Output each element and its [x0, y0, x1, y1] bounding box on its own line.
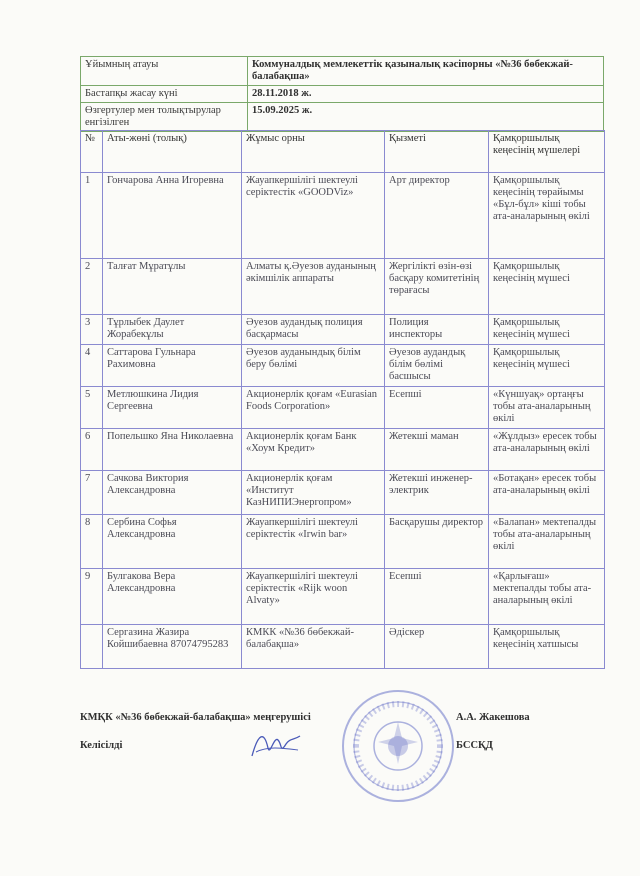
member-position: Арт директор: [385, 173, 489, 259]
member-name: Талғат Мұратұлы: [103, 259, 242, 315]
member-role: Қамқоршылық кеңесінің хатшысы: [489, 625, 605, 669]
table-row: [81, 429, 605, 471]
member-name: Саттарова Гульнара Рахимовна: [103, 345, 242, 387]
column-header-position: Қызметі: [385, 131, 489, 173]
member-name: Попельшко Яна Николаевна: [103, 429, 242, 471]
row-number: 2: [81, 259, 103, 315]
member-role: «Балапан» мектепалды тобы ата-аналарының өкілі: [489, 515, 605, 569]
member-position: Есепші: [385, 387, 489, 429]
table-row: [81, 345, 605, 387]
table-header-row: [81, 131, 605, 173]
row-number: 5: [81, 387, 103, 429]
info-value: 28.11.2018 ж.: [248, 86, 604, 103]
member-name: Булгакова Вера Александровна: [103, 569, 242, 625]
member-position: Жетекші маман: [385, 429, 489, 471]
table-row: [81, 387, 605, 429]
member-workplace: Жауапкершілігі шектеулі серіктестік «GOODViz»: [242, 173, 385, 259]
member-name: Метлюшкина Лидия Сергеевна: [103, 387, 242, 429]
member-position: Полиция инспекторы: [385, 315, 489, 345]
member-workplace: Әуезов аудандық полиция басқармасы: [242, 315, 385, 345]
member-position: Жетекші инженер-электрик: [385, 471, 489, 515]
info-key: Ұйымның атауы: [81, 57, 248, 86]
row-number: 8: [81, 515, 103, 569]
row-number: 9: [81, 569, 103, 625]
table-row: [81, 173, 605, 259]
member-workplace: КМКК «№36 бөбекжай-балабақша»: [242, 625, 385, 669]
info-key: Өзгертулер мен толықтырулар енгізілген: [81, 103, 248, 132]
director-label: КМҚК «№36 бөбекжай-балабақша» меңгерушісі: [80, 712, 311, 723]
info-value: Коммуналдық мемлекеттік қазыналық кәсіпорны «№36 бөбекжай-балабақша»: [248, 57, 604, 86]
table-row: [81, 315, 605, 345]
info-row-modified-date: [81, 103, 604, 132]
member-workplace: Жауапкершілігі шектеулі серіктестік «Irwin bar»: [242, 515, 385, 569]
member-workplace: Акционерлік қоғам Банк «Хоум Кредит»: [242, 429, 385, 471]
row-number: 6: [81, 429, 103, 471]
signature-icon: [248, 726, 304, 762]
board-members-table: [80, 130, 605, 669]
member-position: Басқарушы директор: [385, 515, 489, 569]
member-role: «Қарлығаш» мектепалды тобы ата-аналарының өкілі: [489, 569, 605, 625]
member-name: Сачкова Виктория Александровна: [103, 471, 242, 515]
table-row: [81, 259, 605, 315]
row-number: 3: [81, 315, 103, 345]
member-role: Қамқоршылық кеңесінің мүшесі: [489, 345, 605, 387]
row-number: 7: [81, 471, 103, 515]
agreed-label: Келісілді: [80, 740, 123, 751]
info-row-created-date: [81, 86, 604, 103]
table-row: [81, 569, 605, 625]
member-workplace: Акционерлік қоғам «Институт КазНИПИЭнергопром»: [242, 471, 385, 515]
member-role: Қамқоршылық кеңесінің төрайымы «Бұл-бұл» кіші тобы ата-аналарының өкілі: [489, 173, 605, 259]
row-number: [81, 625, 103, 669]
table-row: [81, 515, 605, 569]
member-workplace: Алматы қ.Әуезов ауданының әкімшілік аппараты: [242, 259, 385, 315]
member-workplace: Жауапкершілігі шектеулі серіктестік «Rijk woon Alvaty»: [242, 569, 385, 625]
member-workplace: Акционерлік қоғам «Eurasian Foods Corporation»: [242, 387, 385, 429]
member-name: Сергазина Жазира Койшибаевна 87074795283: [103, 625, 242, 669]
member-role: «Ботақан» ересек тобы ата-аналарының өкілі: [489, 471, 605, 515]
table-row: [81, 471, 605, 515]
agreed-org: БССҚД: [456, 740, 493, 751]
member-role: «Жұлдыз» ересек тобы ата-аналарының өкілі: [489, 429, 605, 471]
member-role: Қамқоршылық кеңесінің мүшесі: [489, 259, 605, 315]
director-name: А.А. Жакешова: [456, 712, 530, 723]
row-number: 1: [81, 173, 103, 259]
row-number: 4: [81, 345, 103, 387]
member-position: Әдіскер: [385, 625, 489, 669]
member-role: «Күншуақ» ортаңғы тобы ата-аналарының өкілі: [489, 387, 605, 429]
column-header-name: Аты-жөні (толық): [103, 131, 242, 173]
info-row-org-name: [81, 57, 604, 86]
column-header-role: Қамқоршылық кеңесінің мүшелері: [489, 131, 605, 173]
member-name: Сербина Софья Александровна: [103, 515, 242, 569]
info-value: 15.09.2025 ж.: [248, 103, 604, 132]
member-position: Әуезов аудандық білім бөлімі басшысы: [385, 345, 489, 387]
column-header-workplace: Жұмыс орны: [242, 131, 385, 173]
official-stamp-icon: [340, 688, 456, 804]
member-position: Жергілікті өзін-өзі басқару комитетінің төрағасы: [385, 259, 489, 315]
member-role: Қамқоршылық кеңесінің мүшесі: [489, 315, 605, 345]
table-row: [81, 625, 605, 669]
member-name: Тұрлыбек Даулет Жорабекұлы: [103, 315, 242, 345]
info-key: Бастапқы жасау күні: [81, 86, 248, 103]
organization-info-table: [80, 56, 604, 132]
column-header-number: №: [81, 131, 103, 173]
member-position: Есепші: [385, 569, 489, 625]
member-workplace: Әуезов ауданындық білім беру бөлімі: [242, 345, 385, 387]
member-name: Гончарова Анна Игоревна: [103, 173, 242, 259]
